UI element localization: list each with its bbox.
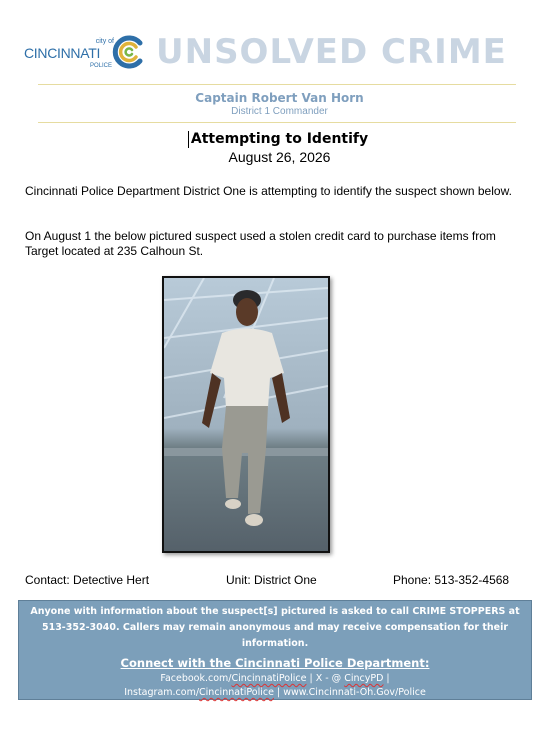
bottom-divider [38,122,516,123]
cincinnati-c-icon [110,34,146,70]
connect-heading: Connect with the Cincinnati Police Department: [120,656,430,670]
top-divider [38,84,516,85]
facebook-link-prefix[interactable]: Facebook.com/ [160,673,232,684]
crime-stoppers-footer [18,600,532,700]
unsolved-crime-banner: UNSOLVED CRIME [156,32,507,72]
x-link-prefix: | X - @ [306,673,345,684]
contact-unit: Unit: District One [226,573,317,587]
social-links-line-2 [19,686,531,700]
cincinnati-logo [24,28,118,76]
suspect-photo-image [164,278,328,551]
social-links [19,672,531,700]
social-separator: | [383,673,390,684]
logo-police: POLICE [89,63,112,69]
x-link-handle[interactable]: CincyPD [344,673,384,684]
commander-title: District 1 Commander [231,106,328,117]
contact-phone: Phone: 513-352-4568 [393,573,510,587]
page-header [24,28,524,80]
logo-name: CINCINNATI [24,45,101,61]
social-links-line-1 [19,672,531,686]
crime-stoppers-notice: Anyone with information about the suspect[s] pictured is asked to call CRIME STOPPERS at 513-352-3040. Callers may remain anonymous and may receive compensation for their information. [30,606,520,649]
instagram-link-prefix[interactable]: Instagram.com/ [124,687,200,698]
commander-name: Captain Robert Van Horn [195,91,364,105]
notice-date: August 26, 2026 [228,149,331,165]
suspect-photo [162,276,330,553]
facebook-link-handle[interactable]: CincinnatiPolice [231,673,307,684]
intro-paragraph: Cincinnati Police Department District One is attempting to identify the suspect shown below. [25,184,512,198]
contact-detective: Contact: Detective Hert [25,573,150,587]
instagram-link-handle[interactable]: CincinnatiPolice [199,687,274,698]
page-title: Attempting to Identify [190,131,369,147]
incident-paragraph: On August 1 the below pictured suspect used a stolen credit card to purchase items from Target located at 235 Calhoun St. [25,229,496,258]
logo-city-of: city of [95,38,114,45]
website-link[interactable]: | www.Cincinnati-Oh.Gov/Police [273,687,426,698]
